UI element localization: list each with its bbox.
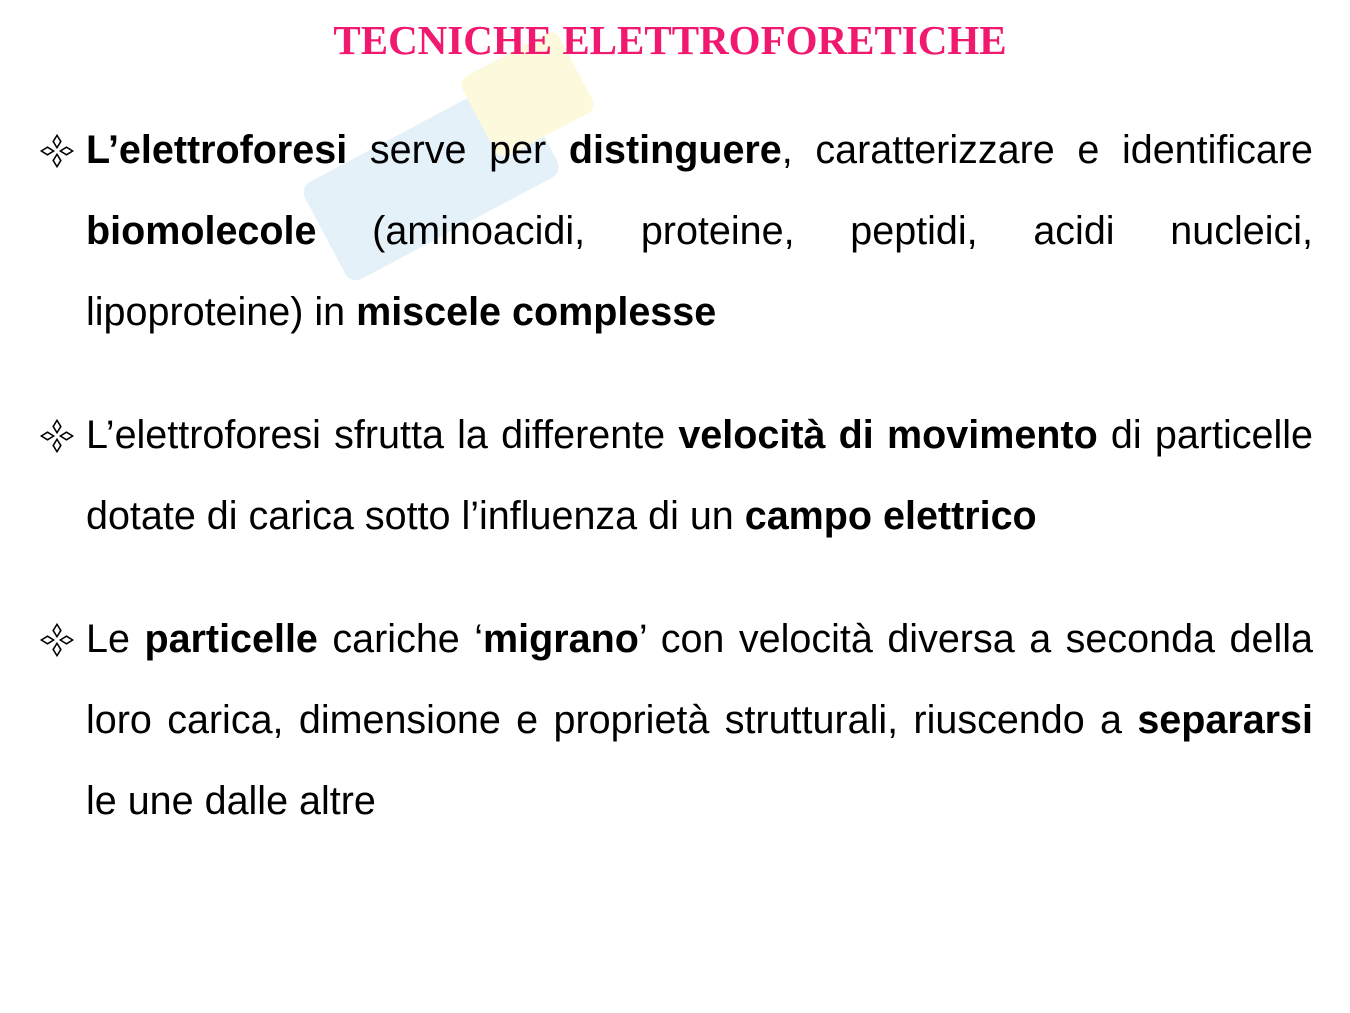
page-title: TECNICHE ELETTROFORETICHE [333,17,1007,63]
bold-text: separarsi [1137,698,1313,742]
text-run: ’ con velocità diversa a seconda della loro carica, dimensione e proprietà strutturali, riuscendo a [86,617,1313,742]
text-run: , caratterizzare e identificare [781,128,1313,172]
bullet-text [86,128,1313,334]
text-run: (aminoacidi, proteine, peptidi, acidi nucleici, lipoproteine) in [86,209,1313,334]
bold-text: campo elettrico [744,494,1037,538]
bold-text: particelle [144,617,318,661]
bullet-text [86,617,1313,823]
bullet-item [38,599,1313,842]
four-diamond-star-icon [38,132,76,170]
bullet-item [38,395,1313,557]
text-run: Le [86,617,145,661]
bold-text: L’elettroforesi [86,128,348,172]
four-diamond-star-icon [38,417,76,455]
bullet-text [86,413,1313,538]
text-run: le une dalle altre [86,779,376,823]
text-run: cariche ‘ [317,617,484,661]
four-diamond-star-icon [38,621,76,659]
bullet-list [38,110,1313,884]
text-run: di particelle dotate di carica sotto l’influenza di un [86,413,1313,538]
bold-text: miscele complesse [356,290,717,334]
bold-text: distinguere [568,128,782,172]
bold-text: biomolecole [86,209,317,253]
text-run: serve per [347,128,569,172]
bold-text: velocità di movimento [678,413,1098,457]
bold-text: migrano [483,617,639,661]
text-run: L’elettroforesi sfrutta la differente [86,413,679,457]
bullet-item [38,110,1313,353]
